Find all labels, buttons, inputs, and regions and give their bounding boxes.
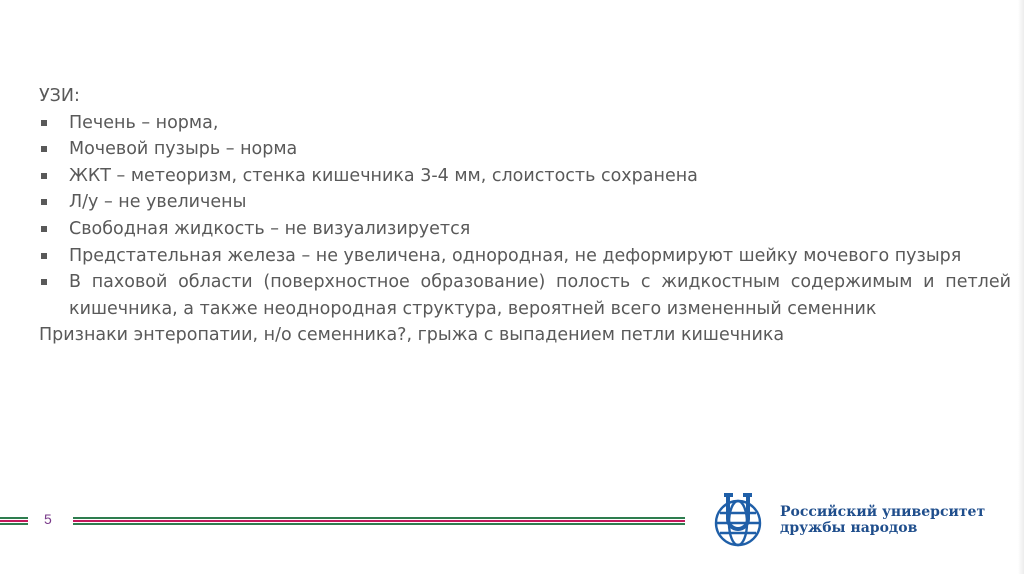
stripe-line (73, 523, 685, 525)
stripe-line (0, 523, 28, 525)
footer-stripes-left (0, 517, 28, 528)
bullet-square-icon (41, 253, 47, 259)
finding-text: Печень – норма, (69, 112, 219, 133)
finding-item (39, 163, 1011, 190)
finding-text: Мочевой пузырь – норма (69, 139, 298, 160)
findings-list (39, 110, 1011, 323)
university-name-line2: дружбы народов (780, 520, 918, 536)
stripe-line (0, 517, 28, 519)
bullet-square-icon (41, 173, 47, 179)
bullet-square-icon (41, 146, 47, 152)
stripe-line (73, 520, 685, 522)
rudn-globe-logo-icon (708, 491, 768, 551)
conclusion-text: Признаки энтеропатии, н/о семенника?, грыжа с выпадением петли кишечника (39, 325, 785, 346)
university-name (780, 504, 985, 536)
stripe-line (0, 520, 28, 522)
finding-text: ЖКТ – метеоризм, стенка кишечника 3-4 мм, слоистость сохранена (69, 165, 698, 186)
slide-body (39, 83, 1011, 349)
finding-item (39, 269, 1011, 322)
slide-edge-shadow (1018, 0, 1024, 574)
finding-text: Свободная жидкость – не визуализируется (69, 218, 471, 239)
footer-stripes-right (73, 517, 685, 528)
finding-item (39, 110, 1011, 137)
finding-item (39, 189, 1011, 216)
bullet-square-icon (41, 279, 47, 285)
bullet-square-icon (41, 199, 47, 205)
finding-text: В паховой области (поверхностное образование) полость с жидкостным содержимым и петлей кишечника, а также неоднородная структура, вероятней всего измененный семенник (69, 272, 1011, 319)
bullet-square-icon (41, 120, 47, 126)
finding-item (39, 136, 1011, 163)
finding-text: Предстательная железа – не увеличена, однородная, не деформируют шейку мочевого пузыря (69, 245, 962, 266)
finding-item (39, 243, 1011, 270)
page-number: 5 (44, 511, 52, 527)
bullet-square-icon (41, 226, 47, 232)
finding-text: Л/у – не увеличены (69, 192, 247, 213)
stripe-line (73, 517, 685, 519)
ultrasound-heading: УЗИ: (39, 86, 80, 106)
university-name-line1: Российский университет (780, 504, 986, 520)
finding-item (39, 216, 1011, 243)
